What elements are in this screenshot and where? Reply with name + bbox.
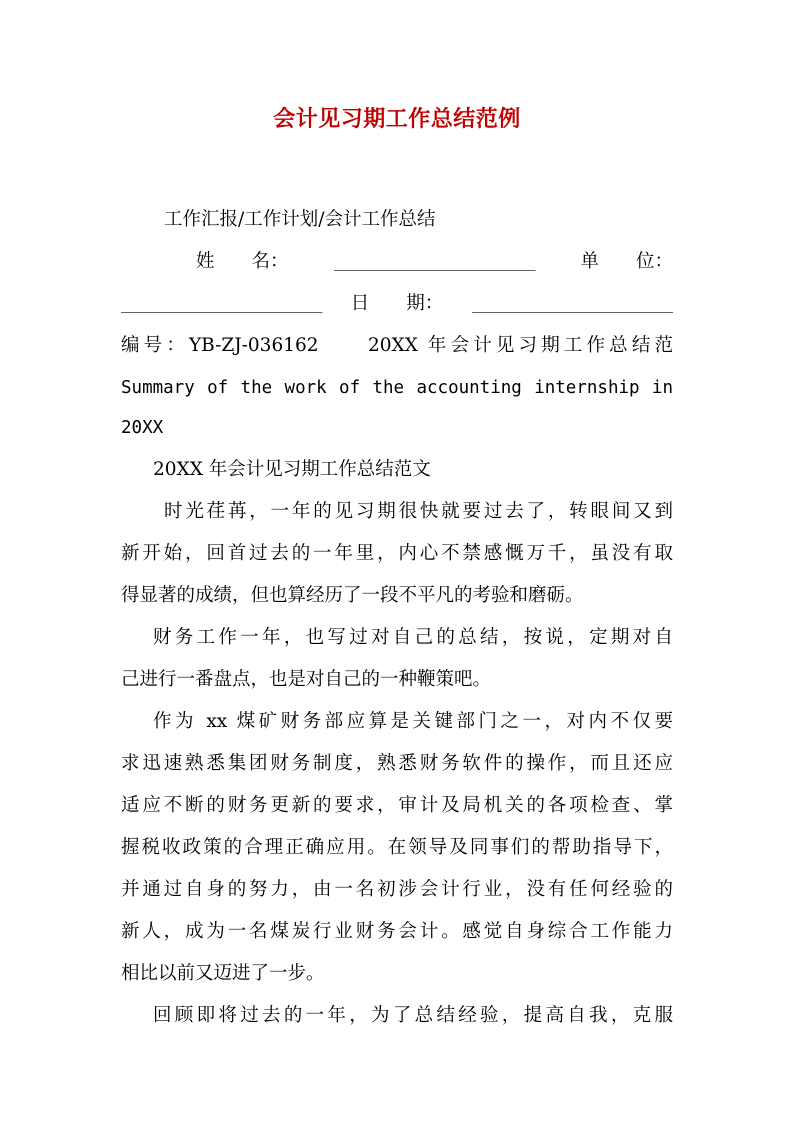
paragraph-line: 己进行一番盘点，也是对自己的一种鞭策吧。 <box>121 669 492 690</box>
paragraph-line: 财务工作一年，也写过对自己的总结，按说，定期对自 <box>153 627 673 648</box>
paragraph-line: 适应不断的财务更新的要求，审计及局机关的各项检查、掌 <box>121 795 673 816</box>
document-title: 会计见习期工作总结范例 <box>273 106 521 132</box>
paragraph-line: 时光荏苒，一年的见习期很快就要过去了，转眼间又到 <box>164 501 673 522</box>
unit-label: 单 位： <box>580 251 673 272</box>
name-label: 姓 名： <box>196 251 289 272</box>
date-blank: ______________________ <box>472 294 673 313</box>
name-unit-row <box>196 250 673 274</box>
code-line: 编号：YB-ZJ-036162 20XX 年会计见习期工作总结范 <box>121 335 673 356</box>
name-blank: ______________________ <box>334 252 535 271</box>
english-title-line-1: Summary of the work of the accounting internship in <box>121 378 673 398</box>
paragraph-line: 并通过自身的努力，由一名初涉会计行业，没有任何经验的 <box>121 879 673 900</box>
paragraph-line: 得显著的成绩，但也算经历了一段不平凡的考验和磨砺。 <box>121 585 584 606</box>
paragraph-line: 握税收政策的合理正确应用。在领导及同事们的帮助指导下， <box>121 837 673 858</box>
subtitle: 20XX 年会计见习期工作总结范文 <box>153 459 431 480</box>
category-line: 工作汇报/工作计划/会计工作总结 <box>164 209 436 230</box>
paragraph-line: 相比以前又迈进了一步。 <box>121 963 325 984</box>
paragraph-line: 新开始，回首过去的一年里，内心不禁感慨万千，虽没有取 <box>121 543 673 564</box>
paragraph-line: 回顾即将过去的一年，为了总结经验，提高自我，克服 <box>153 1005 673 1026</box>
paragraph-line: 求迅速熟悉集团财务制度，熟悉财务软件的操作，而且还应 <box>121 753 673 774</box>
date-label: 日 期： <box>350 293 444 314</box>
unit-blank: ______________________ <box>121 294 322 313</box>
paragraph-line: 新人，成为一名煤炭行业财务会计。感觉自身综合工作能力 <box>121 921 673 942</box>
paragraph-line: 作为 xx 煤矿财务部应算是关键部门之一，对内不仅要 <box>153 711 673 732</box>
english-title-line-2: 20XX <box>121 418 164 438</box>
unit-date-row <box>121 292 673 316</box>
